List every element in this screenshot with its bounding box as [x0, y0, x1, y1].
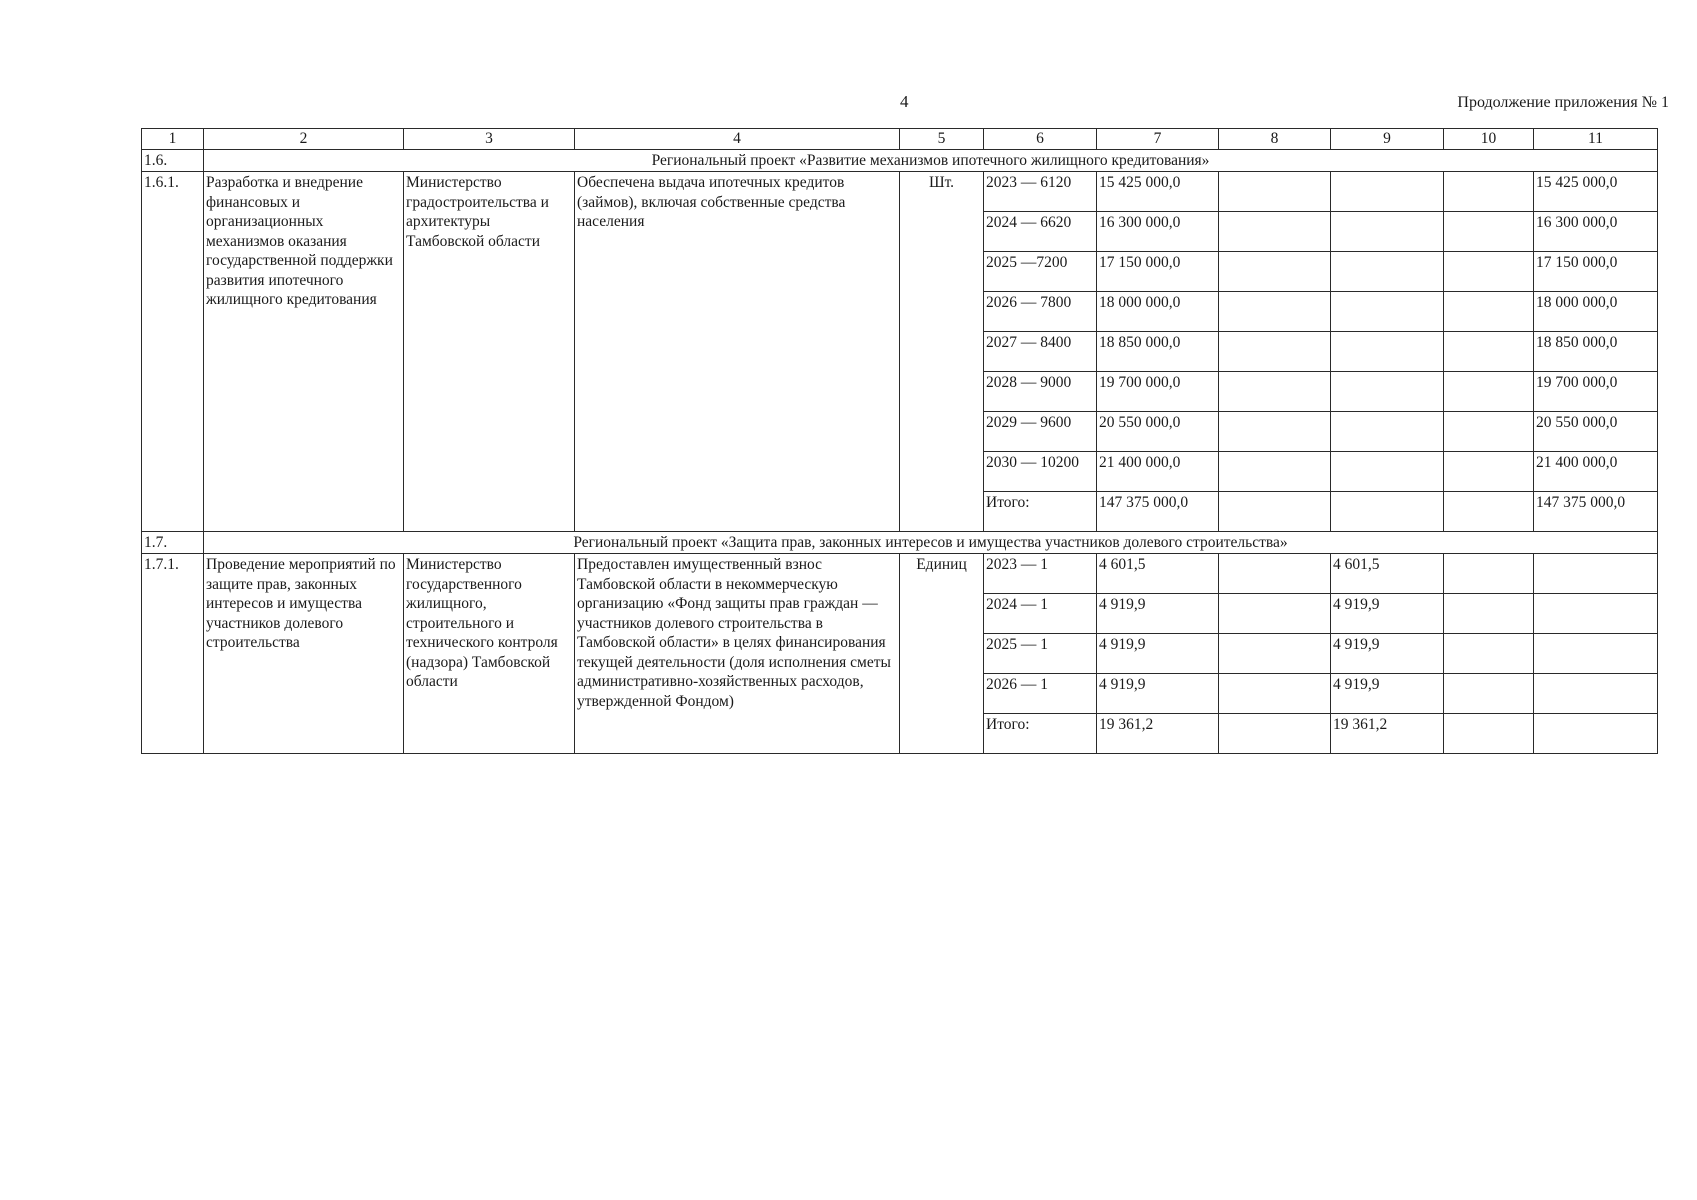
other-amount: 15 425 000,0	[1534, 172, 1658, 212]
total-amount: 17 150 000,0	[1097, 252, 1219, 292]
total-amount: 19 361,2	[1097, 714, 1219, 754]
column-number: 3	[404, 129, 575, 150]
table-row	[142, 554, 1658, 594]
item-unit: Единиц	[900, 554, 984, 754]
other-amount	[1534, 634, 1658, 674]
table-row	[142, 172, 1658, 212]
total-label: Итого:	[984, 492, 1097, 532]
year-value: 2030 — 10200	[984, 452, 1097, 492]
total-amount: 18 000 000,0	[1097, 292, 1219, 332]
total-amount: 18 850 000,0	[1097, 332, 1219, 372]
other-amount: 16 300 000,0	[1534, 212, 1658, 252]
federal-amount	[1219, 492, 1331, 532]
total-amount: 4 601,5	[1097, 554, 1219, 594]
total-amount: 21 400 000,0	[1097, 452, 1219, 492]
total-amount: 19 700 000,0	[1097, 372, 1219, 412]
item-name: Проведение мероприятий по защите прав, законных интересов и имущества участников долевого строительства	[204, 554, 404, 754]
regional-amount	[1331, 372, 1444, 412]
regional-amount	[1331, 332, 1444, 372]
local-amount	[1444, 452, 1534, 492]
page-number: 4	[900, 92, 909, 111]
local-amount	[1444, 372, 1534, 412]
local-amount	[1444, 714, 1534, 754]
item-result: Обеспечена выдача ипотечных кредитов (займов), включая собственные средства населения	[575, 172, 900, 532]
regional-amount	[1331, 252, 1444, 292]
local-amount	[1444, 492, 1534, 532]
federal-amount	[1219, 554, 1331, 594]
section-title: Региональный проект «Развитие механизмов ипотечного жилищного кредитования»	[204, 150, 1658, 172]
regional-amount	[1331, 452, 1444, 492]
regional-amount: 4 919,9	[1331, 674, 1444, 714]
other-amount	[1534, 714, 1658, 754]
local-amount	[1444, 172, 1534, 212]
year-value: 2028 — 9000	[984, 372, 1097, 412]
appendix-continuation-note: Продолжение приложения № 1	[1457, 94, 1669, 111]
federal-amount	[1219, 674, 1331, 714]
column-number: 11	[1534, 129, 1658, 150]
federal-amount	[1219, 252, 1331, 292]
section-number: 1.6.	[142, 150, 204, 172]
total-amount: 4 919,9	[1097, 674, 1219, 714]
other-amount: 20 550 000,0	[1534, 412, 1658, 452]
local-amount	[1444, 212, 1534, 252]
section-title: Региональный проект «Защита прав, законных интересов и имущества участников долевого строительства»	[204, 532, 1658, 554]
regional-amount	[1331, 212, 1444, 252]
regional-amount	[1331, 292, 1444, 332]
local-amount	[1444, 332, 1534, 372]
column-number: 8	[1219, 129, 1331, 150]
year-value: 2025 —7200	[984, 252, 1097, 292]
section-number: 1.7.	[142, 532, 204, 554]
federal-amount	[1219, 634, 1331, 674]
year-value: 2027 — 8400	[984, 332, 1097, 372]
total-amount: 16 300 000,0	[1097, 212, 1219, 252]
column-number-row	[142, 129, 1658, 150]
other-amount: 17 150 000,0	[1534, 252, 1658, 292]
federal-amount	[1219, 292, 1331, 332]
section-row-1-6	[142, 150, 1658, 172]
other-amount: 19 700 000,0	[1534, 372, 1658, 412]
item-number: 1.7.1.	[142, 554, 204, 754]
item-responsible: Министерство градостроительства и архитектуры Тамбовской области	[404, 172, 575, 532]
regional-amount: 19 361,2	[1331, 714, 1444, 754]
item-name: Разработка и внедрение финансовых и организационных механизмов оказания государственной поддержки развития ипотечного жилищного кредитования	[204, 172, 404, 532]
column-number: 10	[1444, 129, 1534, 150]
year-value: 2025 — 1	[984, 634, 1097, 674]
item-responsible: Министерство государственного жилищного, строительного и технического контроля (надзора) Тамбовской области	[404, 554, 575, 754]
regional-amount	[1331, 412, 1444, 452]
section-row-1-7	[142, 532, 1658, 554]
federal-amount	[1219, 594, 1331, 634]
regional-amount	[1331, 172, 1444, 212]
year-value: 2026 — 1	[984, 674, 1097, 714]
regional-amount	[1331, 492, 1444, 532]
other-amount	[1534, 674, 1658, 714]
local-amount	[1444, 634, 1534, 674]
local-amount	[1444, 252, 1534, 292]
year-value: 2024 — 1	[984, 594, 1097, 634]
year-value: 2024 — 6620	[984, 212, 1097, 252]
local-amount	[1444, 554, 1534, 594]
item-number: 1.6.1.	[142, 172, 204, 532]
local-amount	[1444, 412, 1534, 452]
federal-amount	[1219, 372, 1331, 412]
other-amount: 147 375 000,0	[1534, 492, 1658, 532]
total-amount: 20 550 000,0	[1097, 412, 1219, 452]
year-value: 2029 — 9600	[984, 412, 1097, 452]
federal-amount	[1219, 212, 1331, 252]
other-amount: 18 850 000,0	[1534, 332, 1658, 372]
program-table	[141, 128, 1658, 754]
item-result: Предоставлен имущественный взнос Тамбовской области в некоммерческую организацию «Фонд защиты прав граждан — участников долевого строительства в Тамбовской области» в целях финансирования текущей деятельности (доля исполнения сметы административно-хозяйственных расходов, утвержденной Фондом)	[575, 554, 900, 754]
other-amount	[1534, 554, 1658, 594]
other-amount: 18 000 000,0	[1534, 292, 1658, 332]
column-number: 4	[575, 129, 900, 150]
other-amount	[1534, 594, 1658, 634]
year-value: 2023 — 6120	[984, 172, 1097, 212]
column-number: 2	[204, 129, 404, 150]
year-value: 2023 — 1	[984, 554, 1097, 594]
total-label: Итого:	[984, 714, 1097, 754]
federal-amount	[1219, 332, 1331, 372]
local-amount	[1444, 594, 1534, 634]
item-unit: Шт.	[900, 172, 984, 532]
column-number: 5	[900, 129, 984, 150]
federal-amount	[1219, 452, 1331, 492]
column-number: 6	[984, 129, 1097, 150]
year-value: 2026 — 7800	[984, 292, 1097, 332]
regional-amount: 4 601,5	[1331, 554, 1444, 594]
column-number: 7	[1097, 129, 1219, 150]
local-amount	[1444, 674, 1534, 714]
column-number: 1	[142, 129, 204, 150]
total-amount: 147 375 000,0	[1097, 492, 1219, 532]
column-number: 9	[1331, 129, 1444, 150]
total-amount: 4 919,9	[1097, 634, 1219, 674]
total-amount: 15 425 000,0	[1097, 172, 1219, 212]
regional-amount: 4 919,9	[1331, 594, 1444, 634]
federal-amount	[1219, 412, 1331, 452]
federal-amount	[1219, 172, 1331, 212]
other-amount: 21 400 000,0	[1534, 452, 1658, 492]
federal-amount	[1219, 714, 1331, 754]
total-amount: 4 919,9	[1097, 594, 1219, 634]
regional-amount: 4 919,9	[1331, 634, 1444, 674]
local-amount	[1444, 292, 1534, 332]
